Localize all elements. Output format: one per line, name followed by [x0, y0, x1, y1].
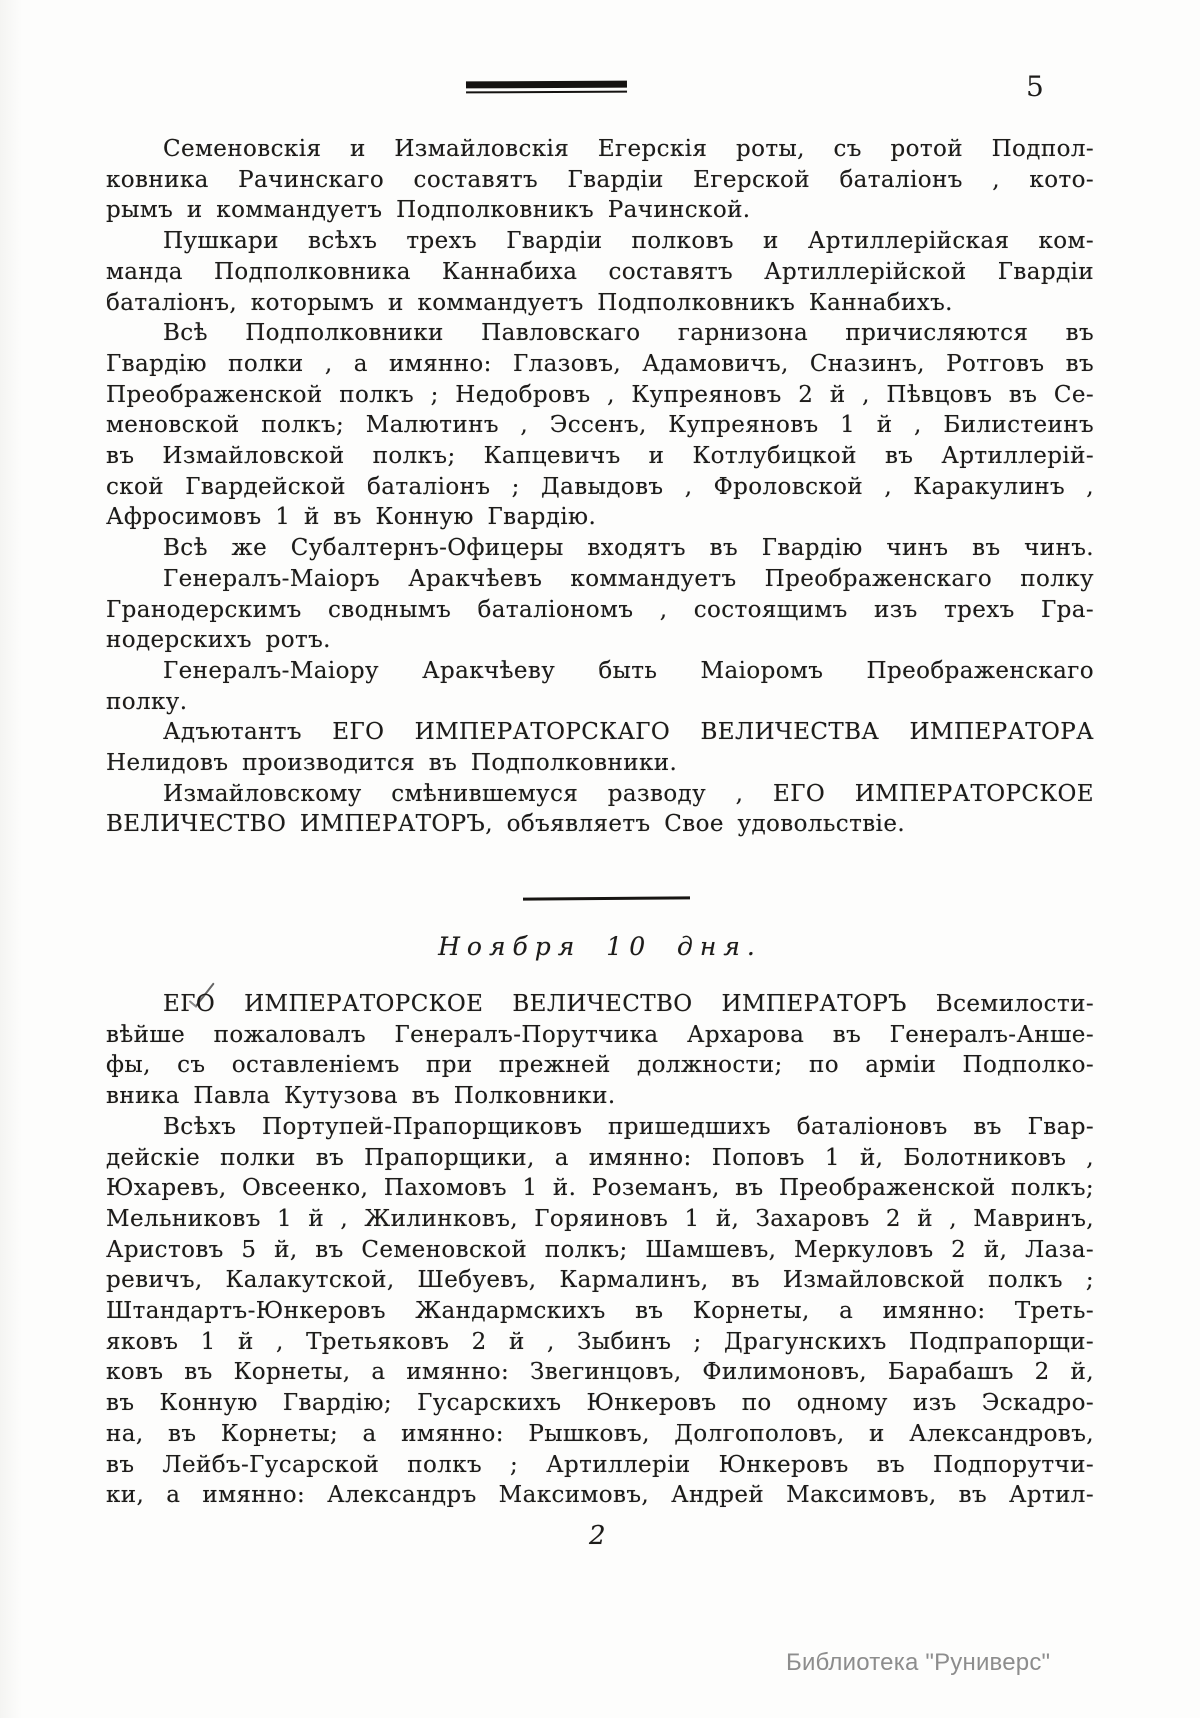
- text-line: ковника Рачинскаго составятъ Гвардіи Егерской баталіонъ , кото-: [106, 166, 1094, 193]
- paragraph: [106, 656, 1094, 717]
- text-line: Генералъ-Маіоръ Аракчѣевъ коммандуетъ Преображенскаго полку: [163, 565, 1094, 592]
- text-line: полку.: [106, 688, 188, 715]
- printer-signature-mark: 2: [589, 1521, 606, 1551]
- text-line: Всѣ же Субалтернъ-Офицеры входятъ въ Гвардію чинъ въ чинъ.: [163, 535, 1094, 562]
- text-line: Измайловскому смѣнившемуся разводу , ЕГО ИМПЕРАТОРСКОЕ: [163, 780, 1094, 807]
- paragraph: [106, 779, 1094, 840]
- text-line: ВЕЛИЧЕСТВО ИМПЕРАТОРЪ, объявляетъ Свое удовольствіе.: [106, 811, 906, 838]
- text-line: баталіонъ, которымъ и коммандуетъ Подполковникъ Каннабихъ.: [106, 289, 953, 316]
- text-line: въ Лейбъ-Гусарской полкъ ; Артиллеріи Юнкеровъ въ Подпорутчи-: [106, 1451, 1094, 1478]
- text-line: дейскіе полки въ Прапорщики, а имянно: Поповъ 1 й, Болотниковъ ,: [106, 1144, 1094, 1171]
- text-line: Гранодерскимъ своднымъ баталіономъ , состоящимъ изъ трехъ Гра-: [106, 596, 1094, 623]
- text-line: Юхаревъ, Овсеенко, Пахомовъ 1 й. Роземанъ, въ Преображенской полкъ;: [106, 1175, 1094, 1202]
- text-line: Пушкари всѣхъ трехъ Гвардіи полковъ и Артиллерійская ком-: [163, 228, 1094, 255]
- text-line: ревичъ, Калакутской, Шебуевъ, Кармалинъ, въ Измайловской полкъ ;: [106, 1267, 1094, 1294]
- text-line: Семеновскія и Измайловскія Егерскія роты, съ ротой Подпол-: [163, 136, 1094, 162]
- paragraph: [106, 318, 1094, 533]
- paragraph: [106, 226, 1094, 318]
- text-line: ЕГО ИМПЕРАТОРСКОЕ ВЕЛИЧЕСТВО ИМПЕРАТОРЪ Всемилости-: [163, 991, 1094, 1017]
- text-line: Афросимовъ 1 й въ Конную Гвардію.: [106, 504, 597, 531]
- text-line: въ Конную Гвардію; Гусарскихъ Юнкеровъ по одному изъ Эскадро-: [106, 1390, 1094, 1417]
- text-line: яковъ 1 й , Третьяковъ 2 й , Зыбинъ ; Драгунскихъ Подпрапорщи-: [106, 1328, 1094, 1355]
- text-line: вника Павла Кутузова въ Полковники.: [106, 1083, 616, 1110]
- text-line: рымъ и коммандуетъ Подполковникъ Рачинской.: [106, 197, 751, 224]
- text-line: на, въ Корнеты; а имянно: Рышковъ, Долгополовъ, и Александровъ,: [106, 1420, 1094, 1447]
- page-number: 5: [1026, 70, 1045, 103]
- text-line: вѣйше пожаловалъ Генералъ-Порутчика Архарова въ Генералъ-Анше-: [106, 1021, 1094, 1048]
- section-divider-rule: [523, 896, 690, 900]
- text-line: Преображенской полкъ ; Недобровъ , Купреяновъ 2 й , Пѣвцовъ въ Се-: [106, 381, 1094, 408]
- text-line: нодерскихъ ротъ.: [106, 627, 331, 654]
- orders-section-nov10: [106, 989, 1094, 1511]
- text-line: Всѣхъ Портупей-Прапорщиковъ пришедшихъ баталіоновъ въ Гвар-: [163, 1113, 1094, 1140]
- paragraph: [106, 1112, 1094, 1511]
- paragraph: [106, 134, 1094, 226]
- text-line: манда Подполковника Каннабиха составятъ Артиллерійской Гвардіи: [106, 258, 1094, 285]
- paragraph: [106, 533, 1094, 564]
- paragraph: [106, 989, 1094, 1112]
- orders-section-nov9: [106, 134, 1094, 840]
- paragraph: [106, 564, 1094, 656]
- text-line: въ Измайловской полкъ; Капцевичъ и Котлубицкой въ Артиллерій-: [106, 443, 1094, 470]
- text-line: Генералъ-Маіору Аракчѣеву быть Маіоромъ Преображенскаго: [163, 657, 1094, 684]
- text-line: ской Гвардейской баталіонъ ; Давыдовъ , Фроловской , Каракулинъ ,: [106, 473, 1094, 500]
- text-line: ки, а имянно: Александръ Максимовъ, Андрей Максимовъ, въ Артил-: [106, 1482, 1094, 1509]
- text-line: Нелидовъ производится въ Подполковники.: [106, 750, 678, 777]
- text-line: Адъютантъ ЕГО ИМПЕРАТОРСКАГО ВЕЛИЧЕСТВА ИМПЕРАТОРА: [163, 719, 1094, 746]
- text-line: ковъ въ Корнеты, а имянно: Звегинцовъ, Филимоновъ, Барабашъ 2 й,: [106, 1359, 1094, 1386]
- paragraph: [106, 717, 1094, 778]
- text-line: Всѣ Подполковники Павловскаго гарнизона причисляются въ: [163, 320, 1094, 347]
- text-line: Гвардію полки , а имянно: Глазовъ, Адамовичъ, Сназинъ, Ротговъ въ: [106, 350, 1094, 377]
- library-watermark: Библиотека "Руниверс": [786, 1649, 1051, 1676]
- text-line: Штандартъ-Юнкеровъ Жандармскихъ въ Корнеты, а имянно: Треть-: [106, 1298, 1094, 1325]
- text-line: фы, съ оставленіемъ при прежней должности; по арміи Подполко-: [106, 1052, 1094, 1079]
- text-line: меновской полкъ; Малютинъ , Эссенъ, Купреяновъ 1 й , Билистеинъ: [106, 412, 1094, 439]
- header-double-rule: [466, 81, 627, 94]
- text-line: Аристовъ 5 й, въ Семеновской полкъ; Шамшевъ, Меркуловъ 2 й, Лаза-: [106, 1236, 1094, 1263]
- text-line: Мельниковъ 1 й , Жилинковъ, Горяиновъ 1 й, Захаровъ 2 й , Мавринъ,: [106, 1205, 1094, 1232]
- date-heading: Ноября 10 дня.: [438, 932, 762, 961]
